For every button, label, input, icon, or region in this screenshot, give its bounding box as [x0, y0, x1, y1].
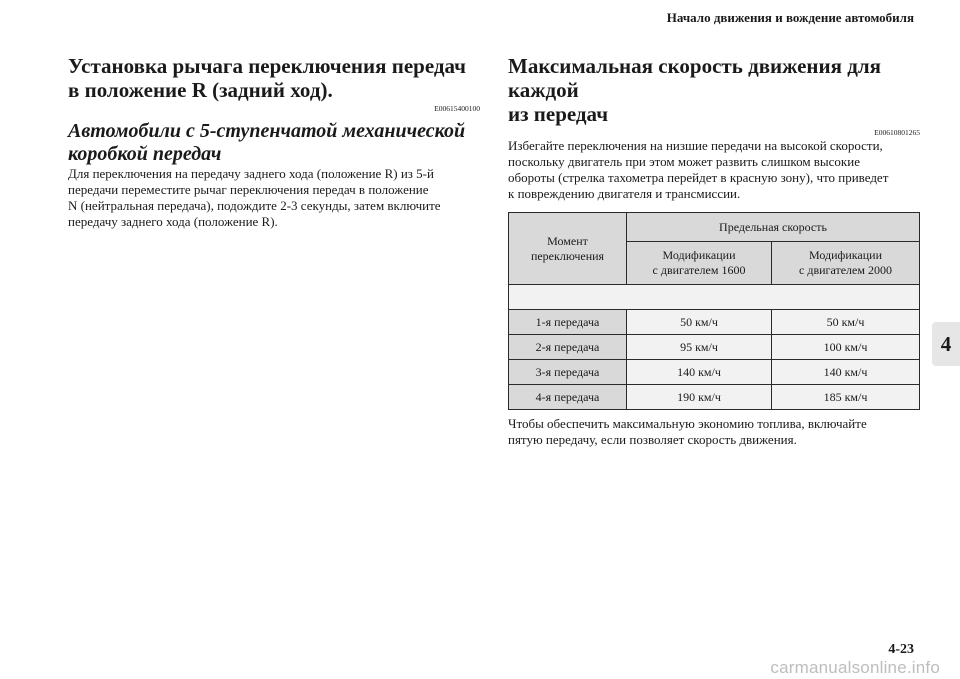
title-line: Максимальная скорость движения для каждой — [508, 54, 881, 102]
max-speed-table — [508, 212, 920, 410]
gear-cell: 1-я передача — [509, 310, 627, 335]
body-line: Чтобы обеспечить максимальную экономию топлива, включайте — [508, 416, 867, 431]
watermark-text: carmanualsonline.info — [770, 658, 940, 677]
header-speed-limit: Предельная скорость — [627, 213, 920, 242]
subtitle-line: Автомобили с 5-ступенчатой механической — [68, 120, 466, 142]
header-engine-2000: Модификации с двигателем 2000 — [772, 242, 920, 285]
body-line: передачу заднего хода (положение R). — [68, 214, 278, 229]
subtitle-line: коробкой передач — [68, 143, 222, 165]
page-number: 4-23 — [888, 642, 914, 657]
body-line: к повреждению двигателя и трансмиссии. — [508, 186, 741, 201]
speed-2000-cell: 100 км/ч — [772, 335, 920, 360]
body-line: передачи переместите рычаг переключения передач в положение — [68, 182, 429, 197]
table-row — [509, 385, 920, 410]
title-line: из передач — [508, 102, 609, 126]
intro-paragraph — [508, 138, 920, 202]
body-line: обороты (стрелка тахометра перейдет в красную зону), что приведет — [508, 170, 889, 185]
table-row — [509, 360, 920, 385]
header-engine-1600: Модификации с двигателем 1600 — [627, 242, 772, 285]
left-column — [68, 54, 480, 230]
gear-cell: 3-я передача — [509, 360, 627, 385]
subsection-title — [68, 120, 480, 166]
speed-2000-cell: 140 км/ч — [772, 360, 920, 385]
section-title-max-speed — [508, 54, 920, 126]
header-shift-moment: Момент переключения — [509, 213, 627, 285]
speed-2000-cell: 185 км/ч — [772, 385, 920, 410]
gear-cell: 2-я передача — [509, 335, 627, 360]
gear-cell: 4-я передача — [509, 385, 627, 410]
table-spacer — [509, 285, 920, 310]
chapter-tab: 4 — [932, 322, 960, 366]
speed-1600-cell: 50 км/ч — [627, 310, 772, 335]
outro-paragraph — [508, 416, 920, 448]
body-line: N (нейтральная передача), подождите 2-3 секунды, затем включите — [68, 198, 441, 213]
body-paragraph — [68, 166, 480, 230]
right-column — [508, 54, 920, 448]
body-line: Для переключения на передачу заднего хода (положение R) из 5-й — [68, 166, 434, 181]
speed-2000-cell: 50 км/ч — [772, 310, 920, 335]
speed-1600-cell: 140 км/ч — [627, 360, 772, 385]
table-row — [509, 310, 920, 335]
speed-1600-cell: 95 км/ч — [627, 335, 772, 360]
body-line: Избегайте переключения на низшие передачи на высокой скорости, — [508, 138, 883, 153]
section-code: E00610801265 — [874, 128, 920, 137]
title-line: в положение R (задний ход). — [68, 78, 333, 102]
section-title-reverse — [68, 54, 480, 102]
running-header: Начало движения и вождение автомобиля — [666, 10, 914, 25]
title-line: Установка рычага переключения передач — [68, 54, 466, 78]
body-line: пятую передачу, если позволяет скорость движения. — [508, 432, 797, 447]
speed-1600-cell: 190 км/ч — [627, 385, 772, 410]
section-code: E00615400100 — [434, 104, 480, 113]
body-line: поскольку двигатель при этом может развить слишком высокие — [508, 154, 860, 169]
table-row — [509, 335, 920, 360]
